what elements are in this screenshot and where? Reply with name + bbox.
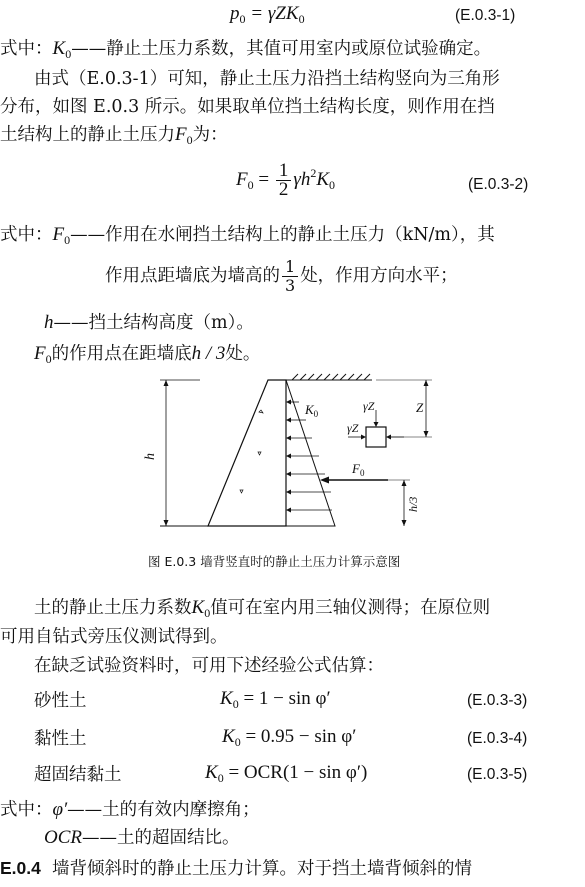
concrete-texture bbox=[240, 410, 263, 493]
paragraph-line: 分布，如图 E.0.3 所示。如果取单位挡土结构长度，则作用在挡 bbox=[0, 97, 495, 117]
resultant-force-arrowhead bbox=[320, 477, 329, 484]
soil-element bbox=[366, 427, 386, 447]
ground-surface bbox=[286, 374, 372, 380]
label-z: Z bbox=[416, 400, 424, 415]
formula-e034: $K_0 = 0.95 - \sin \varphi'$ bbox=[222, 726, 357, 749]
equation-e032: $F_0$ = $\frac{1}{2}$ $\gamma h^2K_0$ bbox=[236, 160, 336, 200]
soil-type-overconsolidated: 超固结黏土 bbox=[34, 765, 122, 785]
section-e04: E.0.4 墙背倾斜时的静止土压力计算。对于挡土墙背倾斜的情 bbox=[0, 858, 473, 879]
paragraph-line: $F_0$的作用点在距墙底h / 3处。 bbox=[34, 343, 261, 366]
label-gamma-z-left: γZ bbox=[347, 421, 359, 435]
label-k0: $K_0$ bbox=[305, 402, 319, 419]
definition-ocr: OCR——土的超固结比。 bbox=[44, 827, 240, 848]
soil-type-clayey: 黏性土 bbox=[34, 729, 87, 749]
paragraph-line: 土的静止土压力系数$K_0$值可在室内用三轴仪测得；在原位则 bbox=[34, 597, 491, 620]
vertical-stress-arrowhead bbox=[374, 422, 379, 427]
equation-number: (E.0.3-2) bbox=[468, 176, 529, 193]
paragraph-line: 可用自钻式旁压仪测试得到。 bbox=[0, 627, 228, 647]
label-f0: $F_0$ bbox=[352, 461, 365, 478]
figure-e03 bbox=[140, 372, 460, 547]
dimension-h bbox=[160, 380, 200, 526]
soil-type-sandy: 砂性土 bbox=[34, 691, 87, 711]
figure-caption: 图 E.0.3 墙背竖直时的静止土压力计算示意图 bbox=[148, 554, 401, 569]
paragraph-line: 在缺乏试验资料时，可用下述经验公式估算： bbox=[34, 656, 384, 676]
label-gamma-z-top: γZ bbox=[363, 399, 375, 413]
formula-e035: $K_0 = OCR(1 - \sin \varphi')$ bbox=[205, 762, 368, 785]
retaining-wall bbox=[208, 380, 286, 526]
equation-e031: $p_0 = \gamma ZK_0$ bbox=[230, 3, 305, 26]
paragraph-line: 由式（E.0.3-1）可知，静止土压力沿挡土结构竖向为三角形 bbox=[34, 69, 500, 89]
definition-phi: 式中：φ′——土的有效内摩擦角； bbox=[0, 799, 260, 820]
definition-f0: 式中：$F_0——$作用在水闸挡土结构上的静止土压力（kN/m），其 bbox=[0, 224, 495, 247]
definition-k0: 式中：$K_0——$静止土压力系数，其值可用室内或原位试验确定。 bbox=[0, 38, 492, 61]
label-h: h bbox=[143, 453, 158, 460]
equation-number: (E.0.3-3) bbox=[467, 692, 528, 709]
pressure-arrows bbox=[290, 402, 332, 510]
horizontal-stress-arrowhead bbox=[361, 435, 366, 440]
equation-number: (E.0.3-4) bbox=[467, 730, 528, 747]
definition-f0-cont: 作用点距墙底为墙高的 $\frac{1}{3}$ 处，作用方向水平； bbox=[105, 257, 458, 295]
formula-e033: $K_0 = 1 - \sin \varphi'$ bbox=[220, 688, 331, 711]
equation-number: (E.0.3-5) bbox=[467, 766, 528, 783]
definition-h: h——挡土结构高度（m）。 bbox=[44, 312, 254, 333]
paragraph-line: 土结构上的静止土压力$F_0$为： bbox=[0, 124, 228, 147]
arrowheads bbox=[286, 400, 291, 513]
label-h3: h/3 bbox=[406, 496, 420, 512]
equation-number: (E.0.3-1) bbox=[455, 7, 516, 24]
